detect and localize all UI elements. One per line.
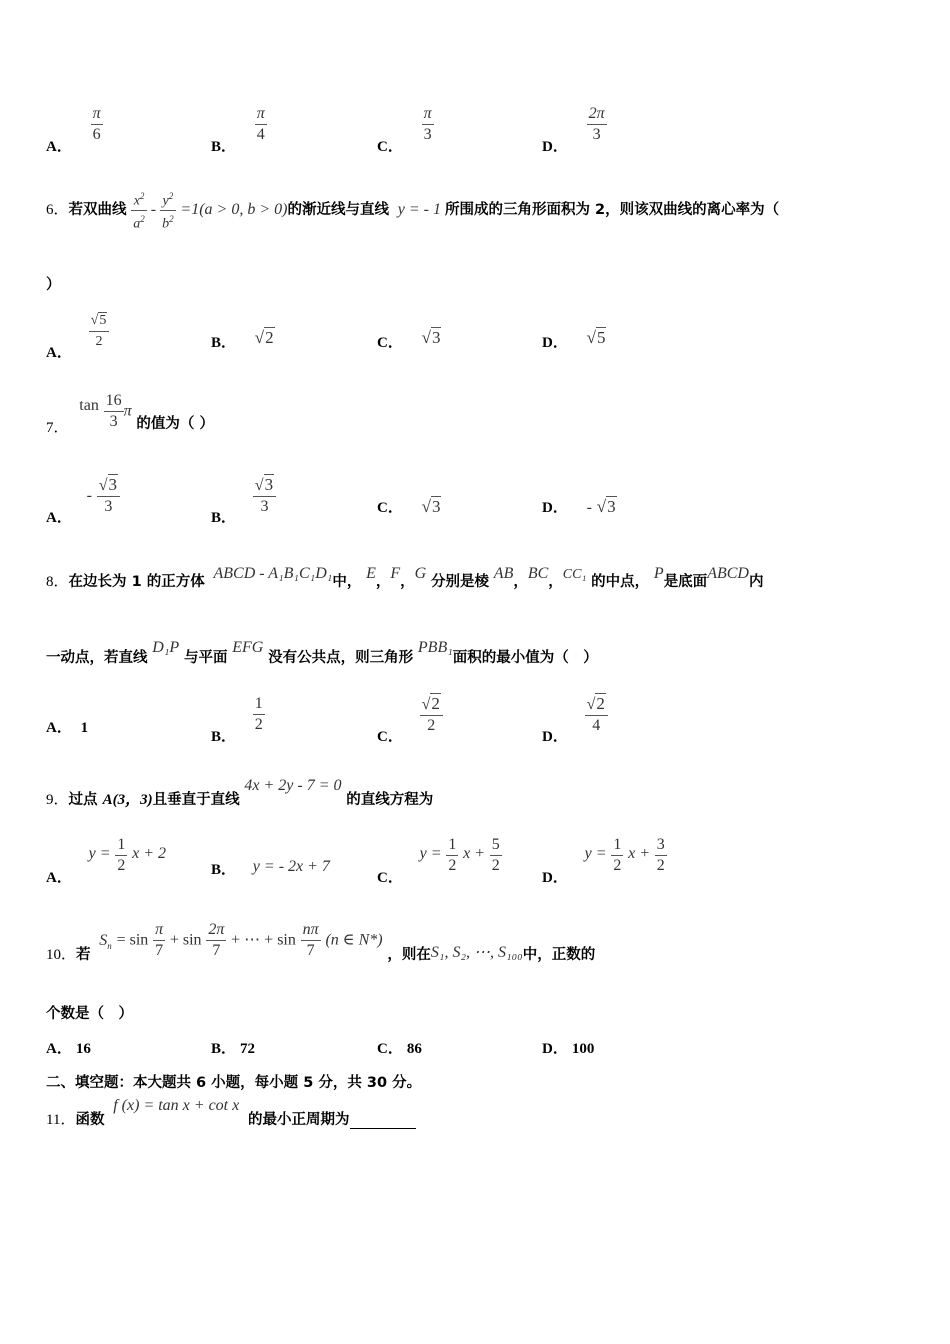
option-label: C． <box>377 335 403 351</box>
q7-stem <box>46 391 214 436</box>
option-value: 1 <box>80 720 89 736</box>
option-label: B． <box>211 510 237 526</box>
question-number: 11． <box>46 1112 76 1128</box>
pi-symbol: π <box>123 402 132 420</box>
equals-sin: = sin <box>116 931 149 949</box>
question-text: 面积的最小值为（ ） <box>452 650 598 666</box>
question-text: 所围成的三角形面积为 2，则该双曲线的离心率为（ <box>444 202 780 219</box>
base-abcd: ABCD <box>707 565 749 582</box>
numerator: √2 <box>420 694 443 716</box>
expr-lhs: y = <box>419 844 442 862</box>
section-heading: 二、填空题：本大题共 6 小题，每小题 5 分，共 30 分。 <box>46 1075 422 1091</box>
q8-option-d <box>542 694 608 745</box>
question-text: 的渐近线与直线 <box>287 202 389 219</box>
question-text: 的中点， <box>591 574 650 590</box>
q11-stem <box>46 1094 416 1128</box>
question-text: 若双曲线 <box>68 202 127 219</box>
option-label: A． <box>46 344 72 361</box>
numerator: π <box>153 920 165 941</box>
question-number: 9． <box>46 792 69 808</box>
denominator: 2 <box>117 857 126 874</box>
numerator: 2π <box>587 104 607 125</box>
q7-option-a <box>46 475 120 526</box>
q9-option-d <box>542 835 667 886</box>
q10-stem-line2: 个数是（ ） <box>46 1006 133 1022</box>
expr-lhs: y = <box>88 844 111 862</box>
denominator: 3 <box>109 413 118 430</box>
numerator: √3 <box>253 475 276 497</box>
fraction <box>91 104 103 145</box>
fraction <box>89 309 110 352</box>
option-label: D． <box>542 729 568 745</box>
numerator: √3 <box>97 475 120 497</box>
expr-rhs: x + 2 <box>132 844 166 862</box>
option-label: C． <box>377 500 403 516</box>
option-value: 72 <box>240 1041 256 1057</box>
denominator: 2 <box>656 857 665 874</box>
fraction <box>301 920 321 961</box>
fraction <box>253 694 265 735</box>
question-text: 且垂直于直线 <box>152 792 240 808</box>
numerator: 3 <box>655 835 667 856</box>
radicand: 3 <box>607 497 616 516</box>
question-text: 的最小正周期为 <box>248 1112 350 1128</box>
option-label: C． <box>377 729 403 745</box>
denominator: 7 <box>155 942 164 959</box>
comma: ， <box>548 574 563 590</box>
radicand: 5 <box>99 313 107 328</box>
fraction <box>153 920 165 961</box>
numerator: 1 <box>611 835 623 856</box>
q8-option-b <box>211 694 265 745</box>
numerator: $x^2$ <box>131 188 147 211</box>
question-number: 7． <box>46 419 69 436</box>
numerator: 1 <box>253 694 265 715</box>
numerator: π <box>255 104 267 125</box>
triangle-pbb1: PBB₁ <box>417 639 453 656</box>
q5-option-d <box>542 104 607 155</box>
denominator: 4 <box>256 126 265 143</box>
radicand: 2 <box>265 328 274 347</box>
comma: ， <box>513 574 528 590</box>
option-label: D． <box>542 500 568 516</box>
comma: ， <box>400 574 415 590</box>
denominator: 7 <box>212 942 221 959</box>
radicand: 3 <box>264 475 274 494</box>
denominator: 7 <box>306 942 315 959</box>
q7-option-c <box>377 496 441 517</box>
question-text: 分别是棱 <box>431 574 490 590</box>
denominator: 3 <box>592 126 601 143</box>
option-label: C． <box>377 869 403 886</box>
expr-mid: x + <box>628 844 650 862</box>
option-label: A． <box>46 720 72 736</box>
fraction <box>115 835 127 876</box>
question-text: 的值为（ ） <box>136 415 214 432</box>
option-label: B． <box>211 335 237 351</box>
sqrt: √3 <box>421 497 441 516</box>
option-value: 100 <box>571 1041 595 1057</box>
q6-option-c <box>377 327 441 351</box>
fraction <box>490 835 502 876</box>
q9-option-a <box>46 835 166 886</box>
option-label: A． <box>46 510 72 526</box>
fraction <box>585 694 608 736</box>
q9-option-c <box>377 835 502 886</box>
radicand: 3 <box>431 497 441 516</box>
fraction <box>255 104 267 145</box>
tan-function: tan <box>79 396 99 414</box>
option-label: D． <box>542 869 568 886</box>
point-f: F <box>390 565 401 582</box>
question-text: 函数 <box>75 1112 105 1128</box>
denominator: 2 <box>254 716 263 733</box>
fraction <box>611 835 623 876</box>
point-g: G <box>414 565 427 582</box>
q10-option-d <box>542 1037 594 1058</box>
fraction <box>655 835 667 876</box>
fraction <box>420 694 443 736</box>
q8-stem-line2 <box>46 636 598 666</box>
sqrt: √2 <box>254 328 274 347</box>
q8-option-a <box>46 716 88 737</box>
option-label: D． <box>542 138 568 155</box>
numerator: π <box>91 104 103 125</box>
denominator: 2 <box>448 857 457 874</box>
minus-sign: - <box>146 201 161 219</box>
edge-bc: BC <box>527 565 549 582</box>
question-text: 的直线方程为 <box>346 792 434 808</box>
point-p: P <box>653 565 664 582</box>
option-label: C． <box>377 138 403 155</box>
sn-symbol <box>99 932 112 949</box>
numerator: 1 <box>115 835 127 856</box>
radicand: 3 <box>108 475 118 494</box>
expr-lhs: y = <box>584 844 607 862</box>
edge-ab: AB <box>493 565 514 582</box>
q10-option-c <box>377 1037 422 1058</box>
option-label: B． <box>211 1041 237 1057</box>
point-a: A(3，3) <box>102 792 153 808</box>
q6-close-paren: ） <box>46 277 61 293</box>
denominator: 2 <box>95 334 103 349</box>
line-equation: 4x + 2y - 7 = 0 <box>244 777 342 794</box>
fraction <box>206 920 226 961</box>
option-label: B． <box>211 138 237 155</box>
q6-stem <box>46 188 779 232</box>
fraction <box>104 391 124 432</box>
question-text: 过点 <box>68 792 103 808</box>
sqrt: √3 <box>421 328 441 347</box>
sqrt: √5 <box>586 328 606 347</box>
option-label: C． <box>377 1041 403 1057</box>
sqrt: √3 <box>596 497 616 516</box>
expression: y = - 2x + 7 <box>252 858 330 875</box>
question-text: 在边长为 1 的正方体 <box>68 574 205 590</box>
var-y: y <box>162 193 169 209</box>
denominator: 3 <box>423 126 432 143</box>
plane-efg: EFG <box>232 639 264 656</box>
question-text: 没有公共点，则三角形 <box>268 650 414 666</box>
q7-option-b <box>211 475 276 526</box>
numerator: $y^2$ <box>160 188 176 211</box>
numerator: 1 <box>446 835 458 856</box>
fraction-y2-b2 <box>160 188 176 232</box>
q9-option-b <box>211 857 330 878</box>
option-label: A． <box>46 869 72 886</box>
denominator: $b^2$ <box>162 213 174 232</box>
option-label: D． <box>542 1041 568 1057</box>
condition: (n ∈ N*) <box>325 931 383 949</box>
edge-cc1: CC₁ <box>562 567 587 582</box>
equation-condition: =1(a > 0, b > 0) <box>180 201 288 219</box>
expr-mid: x + <box>463 844 485 862</box>
numerator: √5 <box>89 309 110 332</box>
q8-stem-line1 <box>46 562 764 590</box>
fraction <box>253 475 276 517</box>
var-x: x <box>133 193 140 209</box>
numerator: nπ <box>301 920 321 941</box>
fraction <box>446 835 458 876</box>
numerator: 5 <box>490 835 502 856</box>
option-value: 86 <box>406 1041 422 1057</box>
q5-option-a <box>46 104 103 155</box>
fraction-x2-a2 <box>131 188 147 232</box>
numerator: 2π <box>206 920 226 941</box>
option-label: B． <box>211 862 237 878</box>
question-text: 中，正数的 <box>522 946 596 963</box>
numerator: π <box>422 104 434 125</box>
denominator: $a^2$ <box>133 213 145 232</box>
q10-option-a <box>46 1037 91 1058</box>
var-b: b <box>162 216 170 232</box>
question-number: 6． <box>46 202 69 219</box>
option-label: A． <box>46 1041 72 1057</box>
point-e: E <box>366 565 376 582</box>
q7-option-d <box>542 496 617 517</box>
q10-stem <box>46 920 595 961</box>
denominator: 2 <box>491 857 500 874</box>
denominator: 6 <box>92 126 101 143</box>
question-number: 10． <box>46 946 77 963</box>
fraction <box>97 475 120 517</box>
minus-sign: - <box>86 487 92 504</box>
sequence: S₁, S₂, ⋯, S₁₀₀ <box>430 943 523 961</box>
denominator: 3 <box>104 498 113 515</box>
plus-sin: + sin <box>169 931 202 949</box>
numerator: 16 <box>104 391 124 412</box>
question-text: 内 <box>748 574 764 590</box>
question-text: 是底面 <box>663 574 708 590</box>
q10-option-b <box>211 1037 255 1058</box>
q6-option-a <box>46 309 109 361</box>
question-text: 一动点，若直线 <box>46 650 148 666</box>
line-equation: y = - 1 <box>397 201 441 219</box>
sn-letter: S <box>99 931 108 949</box>
q5-option-b <box>211 104 267 155</box>
minus-sign: - <box>586 499 592 516</box>
var-a: a <box>133 216 141 232</box>
q8-option-c <box>377 694 443 745</box>
radicand: 3 <box>431 328 441 347</box>
option-value: 16 <box>75 1041 91 1057</box>
denominator: 3 <box>260 498 269 515</box>
option-label: B． <box>211 728 237 745</box>
radicand: 2 <box>596 694 605 713</box>
denominator: 4 <box>592 717 601 734</box>
question-text: 中， <box>332 574 362 590</box>
question-text: ，则在 <box>387 946 431 963</box>
radicand: 2 <box>431 694 440 713</box>
fraction <box>422 104 434 145</box>
question-number: 8． <box>46 574 69 590</box>
q6-option-d <box>542 327 606 351</box>
denominator: 2 <box>613 857 622 874</box>
q6-option-b <box>211 327 275 351</box>
answer-blank[interactable] <box>350 1114 416 1129</box>
q9-stem <box>46 774 434 808</box>
question-text: 若 <box>76 946 91 963</box>
radicand: 5 <box>596 328 606 347</box>
sn-subscript: n <box>107 940 112 951</box>
function-expression: f (x) = tan x + cot x <box>113 1097 240 1114</box>
comma: ， <box>375 574 391 590</box>
fraction <box>587 104 607 145</box>
q5-option-c <box>377 104 434 155</box>
option-label: D． <box>542 335 568 351</box>
question-text: 与平面 <box>183 650 228 666</box>
cube-name: ABCD - A₁B₁C₁D₁ <box>213 565 333 582</box>
denominator: 2 <box>427 717 436 734</box>
option-label: A． <box>46 138 72 155</box>
line-d1p: D₁P <box>152 639 180 656</box>
numerator: √2 <box>585 694 608 716</box>
dots-sin: + ⋯ + sin <box>231 931 296 949</box>
